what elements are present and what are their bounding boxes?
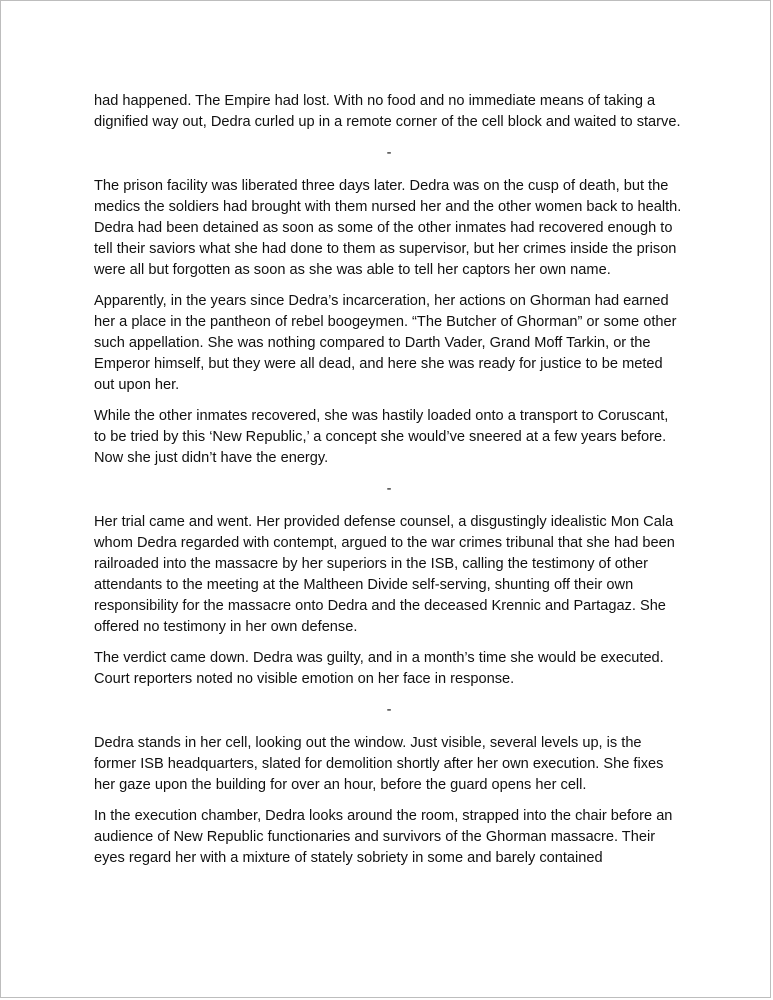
- paragraph: had happened. The Empire had lost. With no food and no immediate means of taking a dignified way out, Dedra curled up in a remote corner of the cell block and waited to starve.: [94, 93, 681, 130]
- section-separator: -: [386, 702, 392, 718]
- section-separator: -: [386, 481, 392, 497]
- paragraph: The prison facility was liberated three days later. Dedra was on the cusp of death, but the medics the soldiers had brought with them nursed her and the other women back to health. Dedra had been detained as soon as some of the other inmates had recovered enough to tell their saviors what she had done to them as supervisor, but her crimes inside the prison were all but forgotten as soon as she was able to tell her captors her own name.: [94, 178, 682, 278]
- paragraph: Her trial came and went. Her provided defense counsel, a disgustingly idealistic Mon Cala whom Dedra regarded with contempt, argued to the war crimes tribunal that she had been railroaded into the massacre by her superiors in the ISB, calling the testimony of other attendants to the meeting at the Maltheen Divide self-serving, shunting off their own responsibility for the massacre onto Dedra and the deceased Krennic and Partagaz. She offered no testimony in her own defense.: [94, 514, 675, 635]
- paragraph: While the other inmates recovered, she was hastily loaded onto a transport to Coruscant, to be tried by this ‘New Republic,’ a concept she would’ve sneered at a few years before. Now she just didn’t have the energy.: [94, 408, 669, 466]
- section-separator: -: [386, 145, 392, 161]
- paragraph: The verdict came down. Dedra was guilty, and in a month’s time she would be executed. Court reporters noted no visible emotion on her face in response.: [94, 650, 664, 687]
- paragraph: In the execution chamber, Dedra looks around the room, strapped into the chair before an audience of New Republic functionaries and survivors of the Ghorman massacre. Their eyes regard her with a mixture of stately sobriety in some and barely contained: [94, 808, 673, 866]
- paragraph: Dedra stands in her cell, looking out the window. Just visible, several levels up, is the former ISB headquarters, slated for demolition shortly after her own execution. She fixes her gaze upon the building for over an hour, before the guard opens her cell.: [94, 735, 664, 793]
- page-body: [94, 91, 684, 879]
- paragraph: Apparently, in the years since Dedra’s incarceration, her actions on Ghorman had earned her a place in the pantheon of rebel boogeymen. “The Butcher of Ghorman” or some other such appellation. She was nothing compared to Darth Vader, Grand Moff Tarkin, or the Emperor himself, but they were all dead, and here she was ready for justice to be meted out upon her.: [94, 293, 677, 393]
